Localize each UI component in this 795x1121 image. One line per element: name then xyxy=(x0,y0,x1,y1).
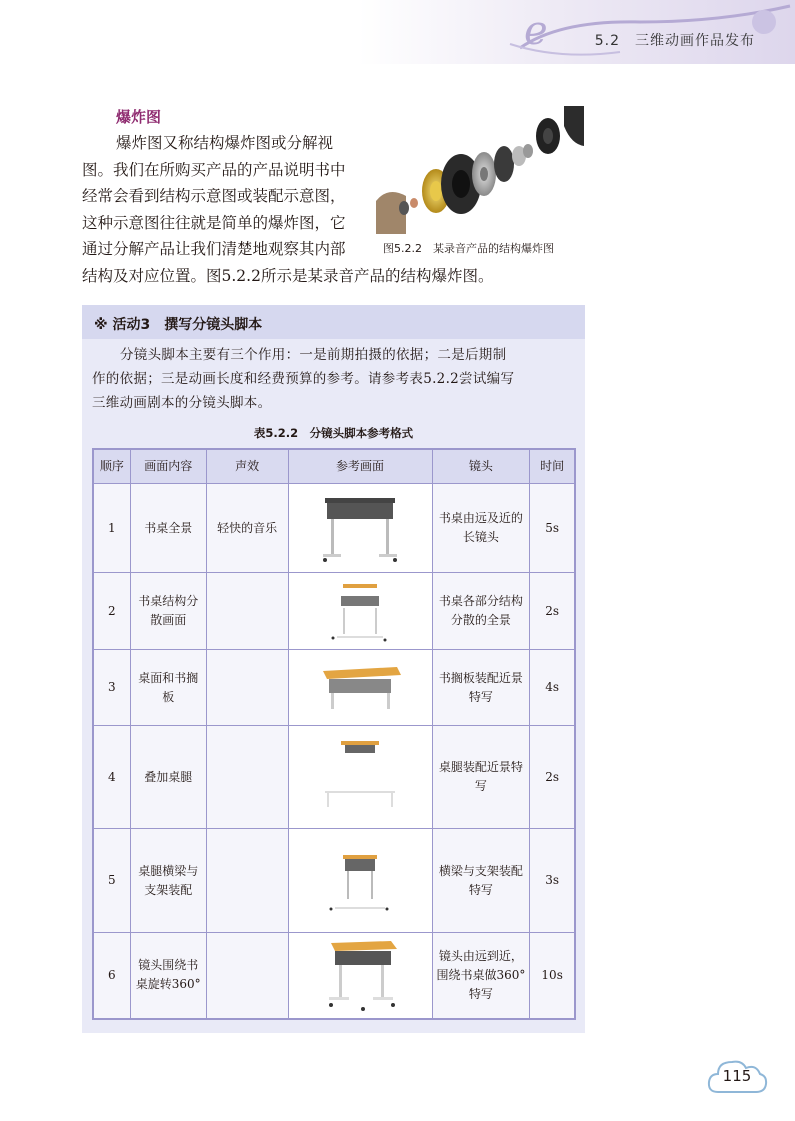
body-line: 结构及对应位置。图5.2.2所示是某录音产品的结构爆炸图。 xyxy=(82,266,494,285)
row-sound xyxy=(206,933,288,1019)
body-line: 这种示意图往往就是简单的爆炸图，它 xyxy=(82,213,346,232)
table-row xyxy=(93,726,575,829)
row-order: 6 xyxy=(93,933,130,1019)
row-content: 桌腿横梁与支架装配 xyxy=(130,829,206,933)
storyboard-table xyxy=(92,448,576,1020)
column-header-content: 画面内容 xyxy=(130,449,206,484)
row-content: 镜头围绕书桌旋转360° xyxy=(130,933,206,1019)
row-sound xyxy=(206,726,288,829)
row-shot: 横梁与支架装配特写 xyxy=(432,829,530,933)
table-header-row xyxy=(93,449,575,484)
body-line: 图。我们在所购买产品的产品说明书中 xyxy=(82,160,346,179)
row-order: 3 xyxy=(93,650,130,726)
desk-legs-image xyxy=(315,731,405,823)
body-line: 经常会看到结构示意图或装配示意图， xyxy=(82,187,346,205)
page-number-badge xyxy=(706,1054,768,1102)
row-time: 5s xyxy=(530,484,575,573)
desk-full-view-image xyxy=(315,490,405,566)
section-heading: 爆炸图 xyxy=(116,108,162,126)
row-content: 叠加桌腿 xyxy=(130,726,206,829)
activity-title: ※ 活动3 撰写分镜头脚本 xyxy=(94,317,263,333)
column-header-sound: 声效 xyxy=(206,449,288,484)
column-header-shot: 镜头 xyxy=(432,449,530,484)
activity-text xyxy=(92,343,582,415)
table-caption: 表5.2.2 分镜头脚本参考格式 xyxy=(253,426,414,440)
page-header xyxy=(0,0,795,64)
row-shot: 桌腿装配近景特写 xyxy=(432,726,530,829)
desk-rotate-view-image xyxy=(315,935,405,1015)
row-content: 桌面和书搁板 xyxy=(130,650,206,726)
row-reference-image xyxy=(288,829,432,933)
row-order: 5 xyxy=(93,829,130,933)
row-time: 10s xyxy=(530,933,575,1019)
desk-top-shelf-image xyxy=(315,657,405,719)
table-row xyxy=(93,573,575,650)
row-shot: 书桌各部分结构分散的全景 xyxy=(432,573,530,650)
row-order: 2 xyxy=(93,573,130,650)
exploded-view-image xyxy=(376,106,584,236)
activity-line: 作的依据；三是动画长度和经费预算的参考。请参考表5.2.2尝试编写 xyxy=(92,371,515,387)
row-order: 4 xyxy=(93,726,130,829)
activity-title-bar xyxy=(82,305,585,339)
desk-beam-assembly-image xyxy=(315,835,405,927)
row-content: 书桌结构分散画面 xyxy=(130,573,206,650)
row-order: 1 xyxy=(93,484,130,573)
row-reference-image xyxy=(288,573,432,650)
table-row xyxy=(93,933,575,1019)
activity-line: 分镜头脚本主要有三个作用：一是前期拍摄的依据；二是后期制 xyxy=(120,347,507,363)
row-sound: 轻快的音乐 xyxy=(206,484,288,573)
row-time: 2s xyxy=(530,726,575,829)
activity-box xyxy=(82,305,585,1033)
row-reference-image xyxy=(288,933,432,1019)
table-row xyxy=(93,650,575,726)
row-shot: 书搁板装配近景特写 xyxy=(432,650,530,726)
column-header-reference: 参考画面 xyxy=(288,449,432,484)
page-number: 115 xyxy=(722,1067,752,1085)
row-shot: 镜头由远到近，围绕书桌做360° 特写 xyxy=(432,933,530,1019)
row-reference-image xyxy=(288,484,432,573)
header-section-title: 5.2 三维动画作品发布 xyxy=(594,33,755,49)
row-content: 书桌全景 xyxy=(130,484,206,573)
svg-text:e: e xyxy=(524,8,548,54)
row-time: 3s xyxy=(530,829,575,933)
column-header-time: 时间 xyxy=(530,449,575,484)
table-row xyxy=(93,829,575,933)
row-reference-image xyxy=(288,650,432,726)
body-line: 通过分解产品让我们清楚地观察其内部 xyxy=(82,240,346,258)
figure-caption: 图5.2.2 某录音产品的结构爆炸图 xyxy=(383,242,554,255)
row-sound xyxy=(206,573,288,650)
row-shot: 书桌由远及近的长镜头 xyxy=(432,484,530,573)
row-reference-image xyxy=(288,726,432,829)
desk-exploded-image xyxy=(315,578,405,644)
row-sound xyxy=(206,829,288,933)
row-time: 2s xyxy=(530,573,575,650)
column-header-order: 顺序 xyxy=(93,449,130,484)
row-sound xyxy=(206,650,288,726)
activity-line: 三维动画剧本的分镜头脚本。 xyxy=(92,395,272,411)
row-time: 4s xyxy=(530,650,575,726)
body-line: 爆炸图又称结构爆炸图或分解视 xyxy=(116,134,334,152)
table-row xyxy=(93,484,575,573)
